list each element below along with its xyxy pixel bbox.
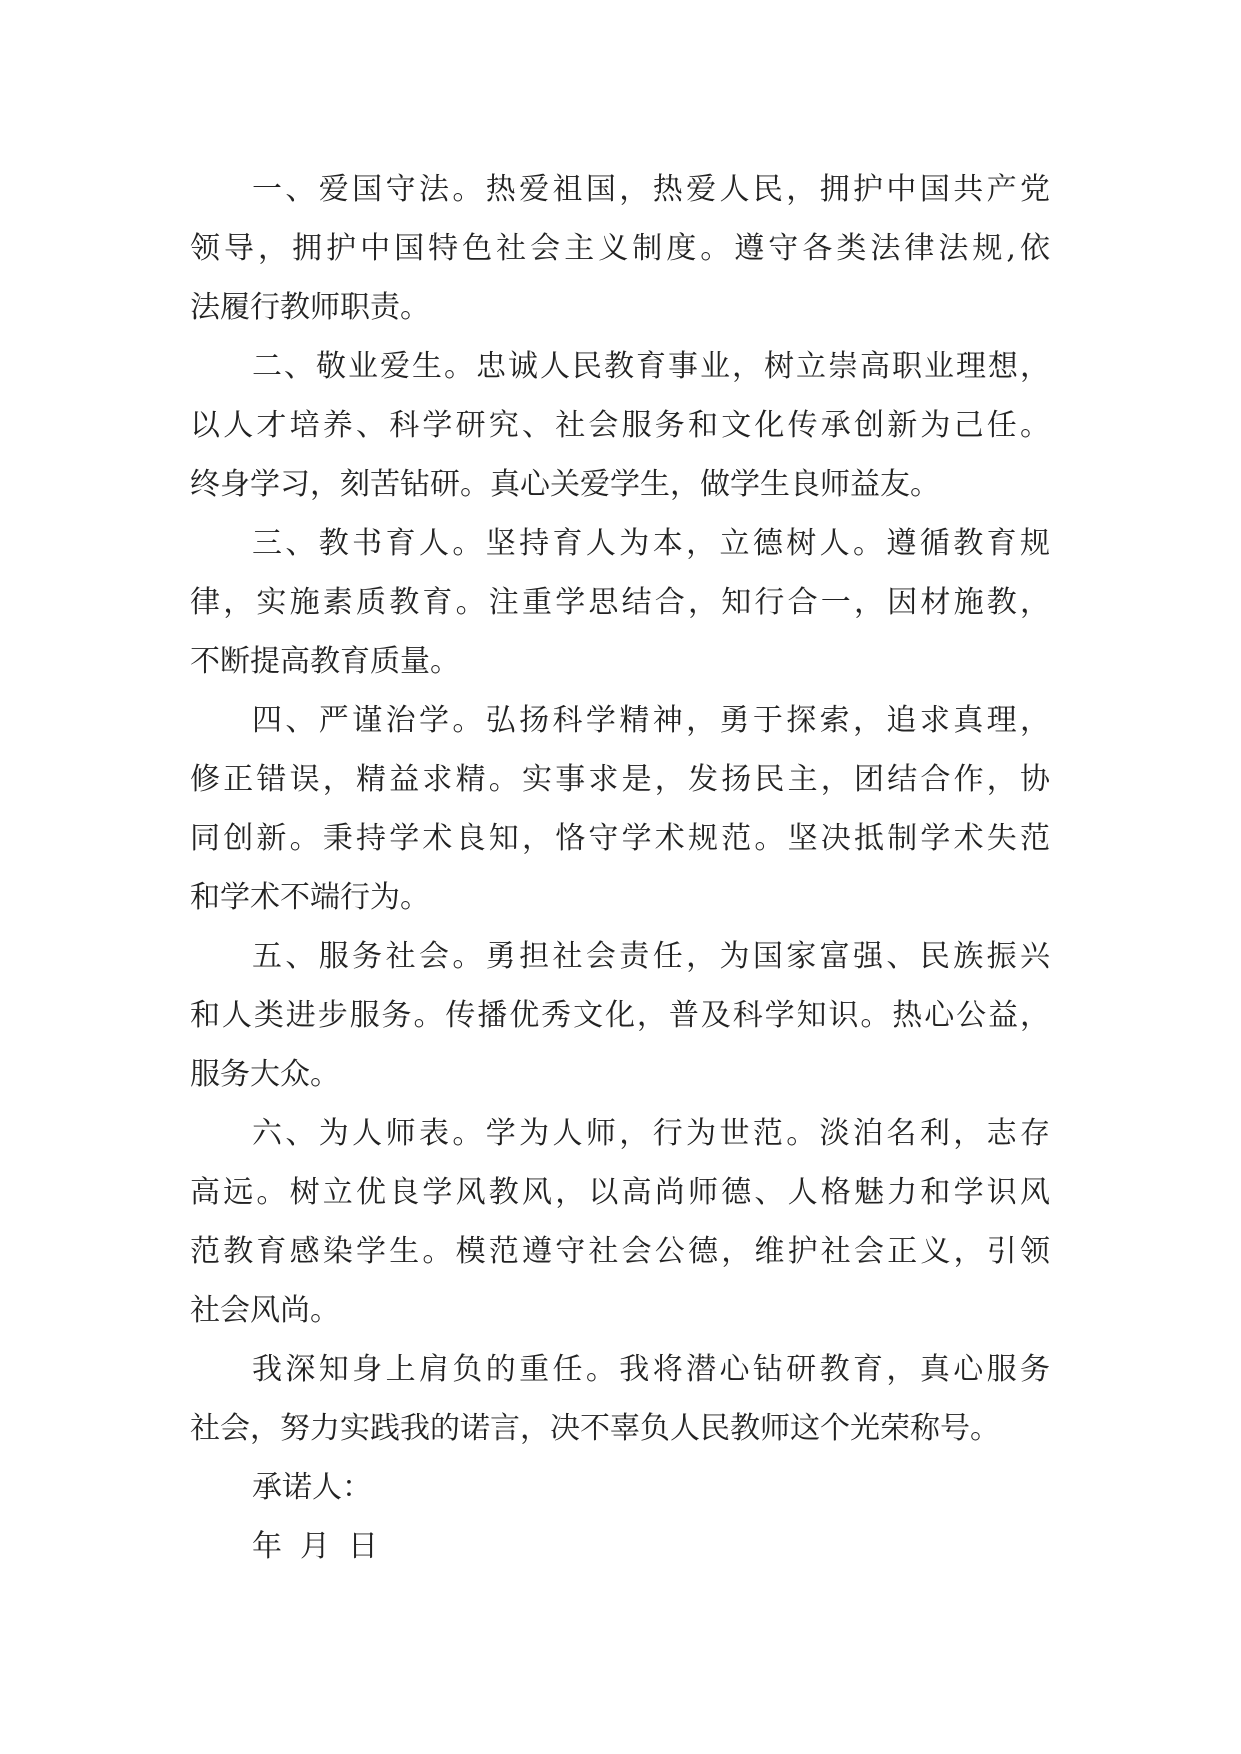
text-line: 一、爱国守法。热爱祖国，热爱人民，拥护中国共产党 bbox=[252, 172, 1050, 207]
paragraph-teaching bbox=[190, 514, 1050, 691]
text-line: 社会，努力实践我的诺言，决不辜负人民教师这个光荣称号。 bbox=[190, 1411, 1000, 1446]
paragraph-patriotism bbox=[190, 160, 1050, 337]
text-line: 二、敬业爱生。忠诚人民教育事业，树立崇高职业理想， bbox=[252, 349, 1050, 384]
date-year: 年 bbox=[252, 1529, 282, 1564]
paragraph-dedication bbox=[190, 337, 1050, 514]
pledge-body bbox=[190, 160, 1050, 1576]
paragraph-scholarship bbox=[190, 691, 1050, 927]
text-line: 服务大众。 bbox=[190, 1057, 340, 1092]
text-line: 五、服务社会。勇担社会责任，为国家富强、民族振兴 bbox=[252, 939, 1050, 974]
paragraph-commitment bbox=[190, 1340, 1050, 1458]
signature-label: 承诺人： bbox=[252, 1470, 372, 1505]
text-line: 社会风尚。 bbox=[190, 1293, 340, 1328]
text-line: 范教育感染学生。模范遵守社会公德，维护社会正义，引领 bbox=[190, 1234, 1050, 1269]
signature-date bbox=[190, 1517, 1050, 1576]
text-line: 同创新。秉持学术良知，恪守学术规范。坚决抵制学术失范 bbox=[190, 821, 1050, 856]
text-line: 不断提高教育质量。 bbox=[190, 644, 460, 679]
text-line: 修正错误，精益求精。实事求是，发扬民主，团结合作，协 bbox=[190, 762, 1050, 797]
date-month: 月 bbox=[300, 1529, 330, 1564]
text-line: 领导，拥护中国特色社会主义制度。遵守各类法律法规,依 bbox=[190, 231, 1050, 266]
text-line: 高远。树立优良学风教风，以高尚师德、人格魅力和学识风 bbox=[190, 1175, 1050, 1210]
text-line: 法履行教师职责。 bbox=[190, 290, 430, 325]
text-line: 四、严谨治学。弘扬科学精神，勇于探索，追求真理， bbox=[252, 703, 1050, 738]
text-line: 律，实施素质教育。注重学思结合，知行合一，因材施教， bbox=[190, 585, 1050, 620]
text-line: 三、教书育人。坚持育人为本，立德树人。遵循教育规 bbox=[252, 526, 1050, 561]
text-line: 终身学习，刻苦钻研。真心关爱学生，做学生良师益友。 bbox=[190, 467, 940, 502]
date-day: 日 bbox=[348, 1529, 378, 1564]
text-line: 以人才培养、科学研究、社会服务和文化传承创新为己任。 bbox=[190, 408, 1050, 443]
text-line: 我深知身上肩负的重任。我将潜心钻研教育，真心服务 bbox=[252, 1352, 1050, 1387]
text-line: 六、为人师表。学为人师，行为世范。淡泊名利，志存 bbox=[252, 1116, 1050, 1151]
text-line: 和人类进步服务。传播优秀文化，普及科学知识。热心公益， bbox=[190, 998, 1050, 1033]
paragraph-role-model bbox=[190, 1104, 1050, 1340]
paragraph-service bbox=[190, 927, 1050, 1104]
text-line: 和学术不端行为。 bbox=[190, 880, 430, 915]
